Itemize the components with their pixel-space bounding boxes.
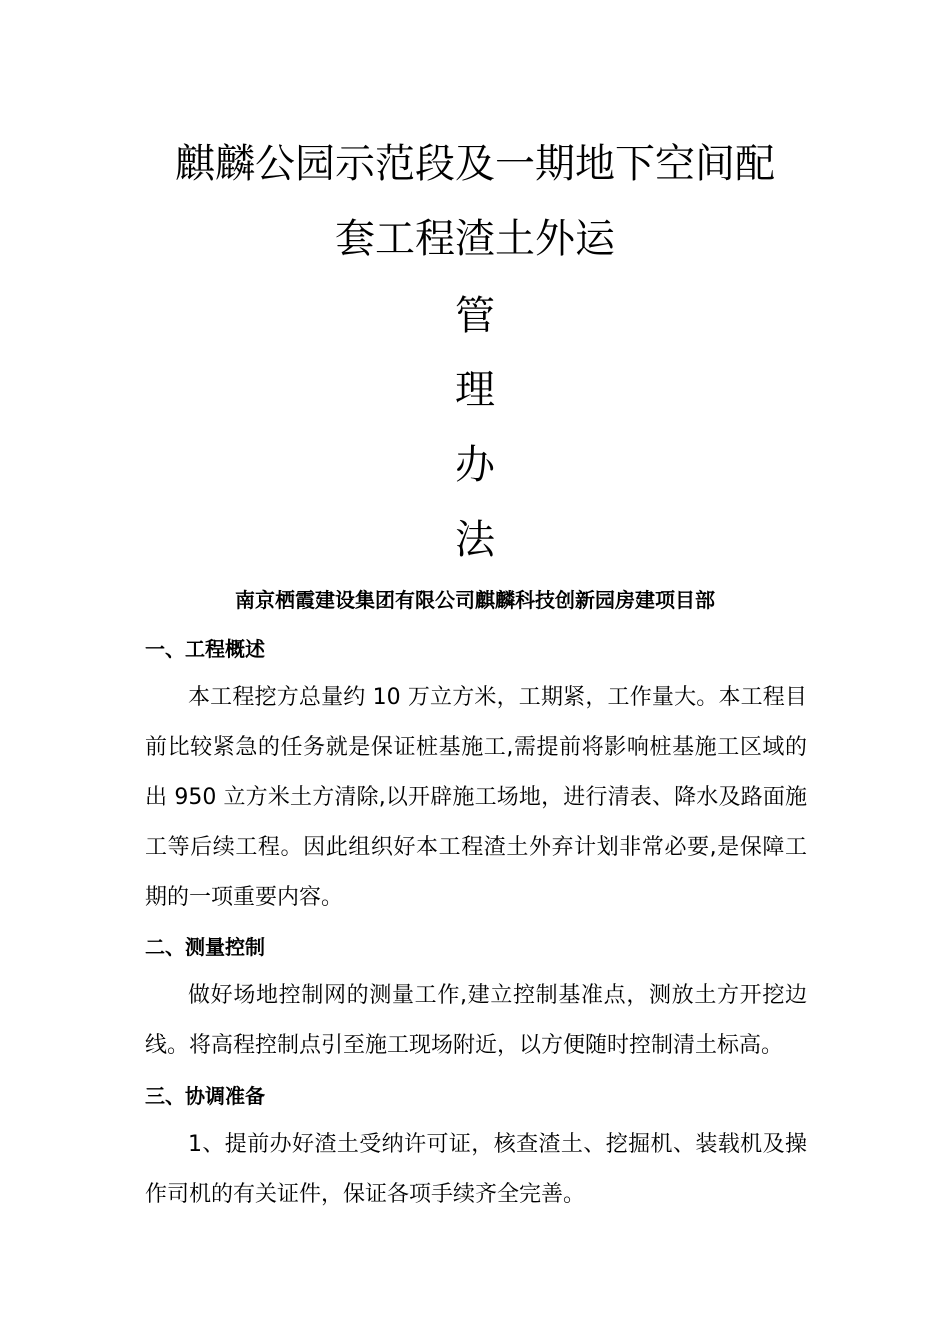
paragraph-line: 作司机的有关证件，保证各项手续齐全完善。	[145, 1182, 586, 1207]
section-heading-overview: 一、工程概述	[145, 637, 265, 661]
title-line-2: 套工程渣土外运	[335, 216, 615, 262]
section-heading-coordination: 三、协调准备	[145, 1084, 265, 1108]
paragraph-line: 期的一项重要内容。	[145, 885, 344, 910]
paragraph-line: 工等后续工程。因此组织好本工程渣土外弃计划非常必要,是保障工	[145, 835, 807, 860]
paragraph-line: 前比较紧急的任务就是保证桩基施工,需提前将影响桩基施工区域的	[145, 735, 807, 760]
title-char-1: 管	[455, 293, 495, 339]
title-line-1: 麒麟公园示范段及一期地下空间配	[175, 141, 775, 187]
title-char-2: 理	[455, 367, 495, 413]
paragraph-line: 出 950 立方米土方清除,以开辟施工场地，进行清表、降水及路面施	[145, 785, 807, 810]
section-heading-survey: 二、测量控制	[145, 935, 265, 959]
paragraph-line: 做好场地控制网的测量工作,建立控制基准点，测放土方开挖边	[188, 983, 807, 1008]
title-char-3: 办	[455, 442, 495, 488]
paragraph-line: 本工程挖方总量约 10 万立方米，工期紧，工作量大。本工程目	[188, 685, 807, 710]
paragraph-line: 1、提前办好渣土受纳许可证，核查渣土、挖掘机、装载机及操	[188, 1132, 807, 1157]
organization-name: 南京栖霞建设集团有限公司麒麟科技创新园房建项目部	[235, 588, 715, 612]
title-char-4: 法	[455, 517, 495, 563]
paragraph-line: 线。将高程控制点引至施工现场附近，以方便随时控制清土标高。	[145, 1033, 784, 1058]
